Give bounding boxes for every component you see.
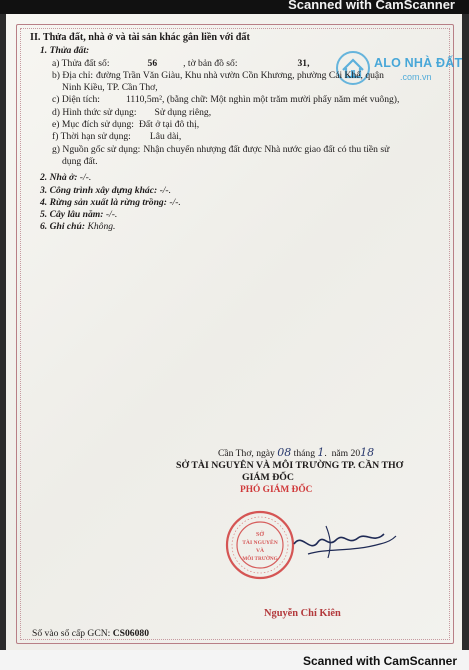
usage-purpose-value: Đất ở tại đô thị,	[138, 119, 200, 131]
section-title: II. Thửa đất, nhà ở và tài sản khác gắn liền với đất	[30, 32, 250, 43]
scanner-bottom-bar	[0, 650, 469, 670]
watermark-site: .com.vn	[400, 72, 432, 82]
date-month-label: tháng	[293, 448, 315, 459]
forest-label: 4. Rừng sản xuất là rừng trồng:	[40, 196, 167, 208]
date-place: Cần Thơ, ngày	[218, 448, 275, 459]
house-value: -/-.	[77, 172, 92, 184]
handwritten-signature	[288, 514, 398, 572]
origin-label: g) Nguồn gốc sử dụng:	[52, 143, 141, 155]
other-construction-value: -/-.	[157, 184, 172, 196]
svg-text:TÀI NGUYÊN: TÀI NGUYÊN	[242, 540, 278, 546]
address-value: đường Trần Văn Giàu, Khu nhà vườn Cồn Khương, phường Cái Khế, quận	[96, 69, 384, 81]
origin-value: Nhận chuyển nhượng đất được Nhà nước giao đất có thu tiền sử	[143, 143, 390, 155]
parcel-number-value: 56	[147, 57, 158, 69]
map-sheet-value: 31,	[297, 57, 310, 69]
deputy-director-title: PHÓ GIÁM ĐỐC	[240, 485, 313, 495]
address-value-cont: Ninh Kiều, TP. Cần Thơ,	[62, 82, 158, 94]
agency-name: SỞ TÀI NGUYÊN VÀ MÔI TRƯỜNG TP. CẦN THƠ	[176, 460, 404, 471]
date-year-label: năm 20	[331, 448, 361, 459]
svg-text:MÔI TRƯỜNG: MÔI TRƯỜNG	[242, 556, 278, 562]
area-label: c) Diện tích:	[52, 94, 100, 106]
map-sheet-label: , tờ bản đồ số:	[183, 57, 238, 69]
note-label: 6. Ghi chú:	[40, 221, 86, 233]
parcel-heading: 1. Thửa đất:	[40, 45, 90, 57]
usage-purpose-label: e) Mục đích sử dụng:	[52, 119, 134, 131]
document-page	[6, 14, 462, 650]
origin-value-cont: dụng đất.	[62, 155, 98, 167]
perennial-value: -/-.	[103, 209, 118, 221]
usage-form-value: Sử dụng riêng,	[154, 106, 212, 118]
address-label: b) Địa chỉ:	[52, 69, 94, 81]
director-title: GIÁM ĐỐC	[242, 472, 294, 483]
registry-value: CS06080	[112, 628, 149, 639]
date-month: 1	[317, 446, 325, 459]
signer-name: Nguyễn Chí Kiên	[264, 608, 341, 619]
official-stamp	[224, 509, 296, 581]
usage-form-label: d) Hình thức sử dụng:	[52, 106, 137, 118]
date-year: 18	[360, 446, 375, 459]
watermark-brand: ALO NHÀ ĐẤT	[374, 56, 463, 70]
usage-term-label: f) Thời hạn sử dụng:	[52, 131, 131, 143]
svg-text:SỞ: SỞ	[255, 532, 265, 538]
note-value: Không.	[85, 221, 116, 233]
forest-value: -/-.	[166, 196, 181, 208]
parcel-number-label: a) Thửa đất số:	[52, 57, 110, 69]
registry-label: Số vào sổ cấp GCN:	[32, 628, 111, 639]
date-day: 08	[277, 446, 292, 459]
house-label: 2. Nhà ở:	[40, 172, 78, 184]
signature-block	[6, 14, 462, 650]
scanner-label-bottom: Scanned with CamScanner	[302, 654, 457, 668]
scanner-top-bar	[0, 0, 469, 14]
scanner-label-top: Scanned with CamScanner	[288, 0, 455, 12]
other-construction-label: 3. Công trình xây dựng khác:	[40, 184, 158, 196]
svg-text:VÀ: VÀ	[255, 548, 265, 554]
usage-term-value: Lâu dài,	[149, 131, 182, 143]
area-value: 1110,5m², (bằng chữ: Một nghìn một trăm mười phẩy năm mét vuông),	[125, 94, 400, 106]
signing-date: Cần Thơ, ngày 08 tháng 1. năm 2018	[218, 446, 375, 459]
registry-number	[32, 628, 149, 639]
perennial-label: 5. Cây lâu năm:	[40, 209, 104, 221]
